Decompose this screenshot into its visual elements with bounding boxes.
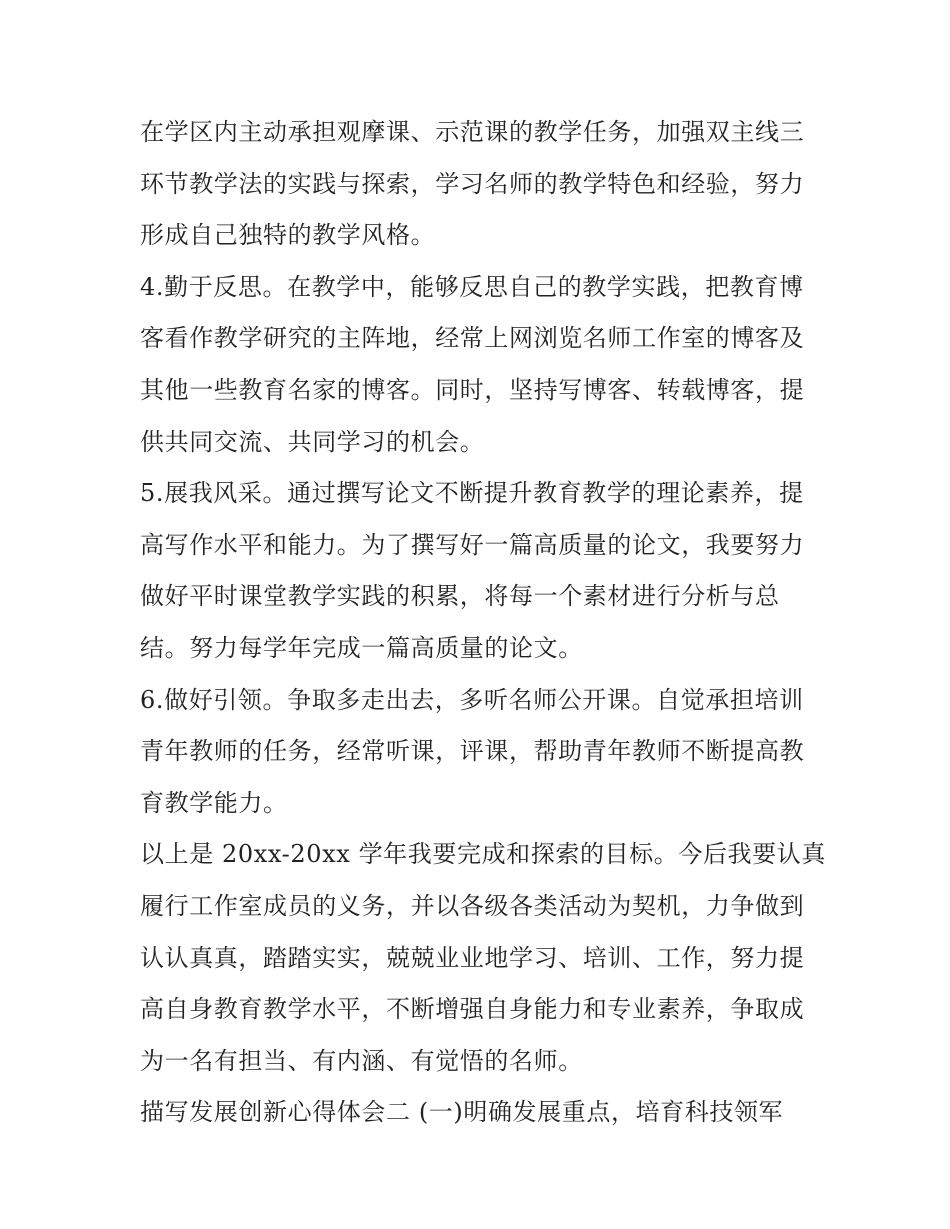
text-line: 供共同交流、共同学习的机会。: [140, 427, 485, 456]
document-body: [140, 107, 826, 1139]
text-line: 5.展我风采。通过撰写论文不断提升教育教学的理论素养，提: [140, 479, 804, 508]
text-line: 育教学能力。: [140, 788, 288, 817]
text-line: 描写发展创新心得体会二 (一)明确发展重点，培育科技领军: [140, 1098, 784, 1127]
text-line: 认认真真，踏踏实实，兢兢业业地学习、培训、工作，努力提: [140, 943, 805, 972]
text-line: 结。努力每学年完成一篇高质量的论文。: [140, 633, 583, 662]
text-line: 其他一些教育名家的博客。同时，坚持写博客、转载博客，提: [140, 375, 805, 404]
text-line: 4.勤于反思。在教学中，能够反思自己的教学实践，把教育博: [140, 272, 804, 301]
text-line: 形成自己独特的教学风格。: [140, 221, 436, 250]
text-line: 履行工作室成员的义务，并以各级各类活动为契机，力争做到: [140, 891, 805, 920]
text-line: 环节教学法的实践与探索，学习名师的教学特色和经验，努力: [140, 169, 805, 198]
text-line: 为一名有担当、有内涵、有觉悟的名师。: [140, 1046, 583, 1075]
text-line: 高自身教育教学水平，不断增强自身能力和专业素养，争取成: [140, 995, 805, 1024]
text-line: 客看作教学研究的主阵地，经常上网浏览名师工作室的博客及: [140, 324, 805, 353]
text-line: 6.做好引领。争取多走出去，多听名师公开课。自觉承担培训: [140, 685, 804, 714]
text-line: 在学区内主动承担观摩课、示范课的教学任务，加强双主线三: [140, 118, 805, 146]
text-line: 高写作水平和能力。为了撰写好一篇高质量的论文，我要努力: [140, 530, 805, 559]
text-line: 以上是 20xx-20xx 学年我要完成和探索的目标。今后我要认真: [140, 840, 826, 869]
text-line: 做好平时课堂教学实践的积累，将每一个素材进行分析与总: [140, 582, 780, 611]
text-line: 青年教师的任务，经常听课，评课，帮助青年教师不断提高教: [140, 737, 805, 766]
